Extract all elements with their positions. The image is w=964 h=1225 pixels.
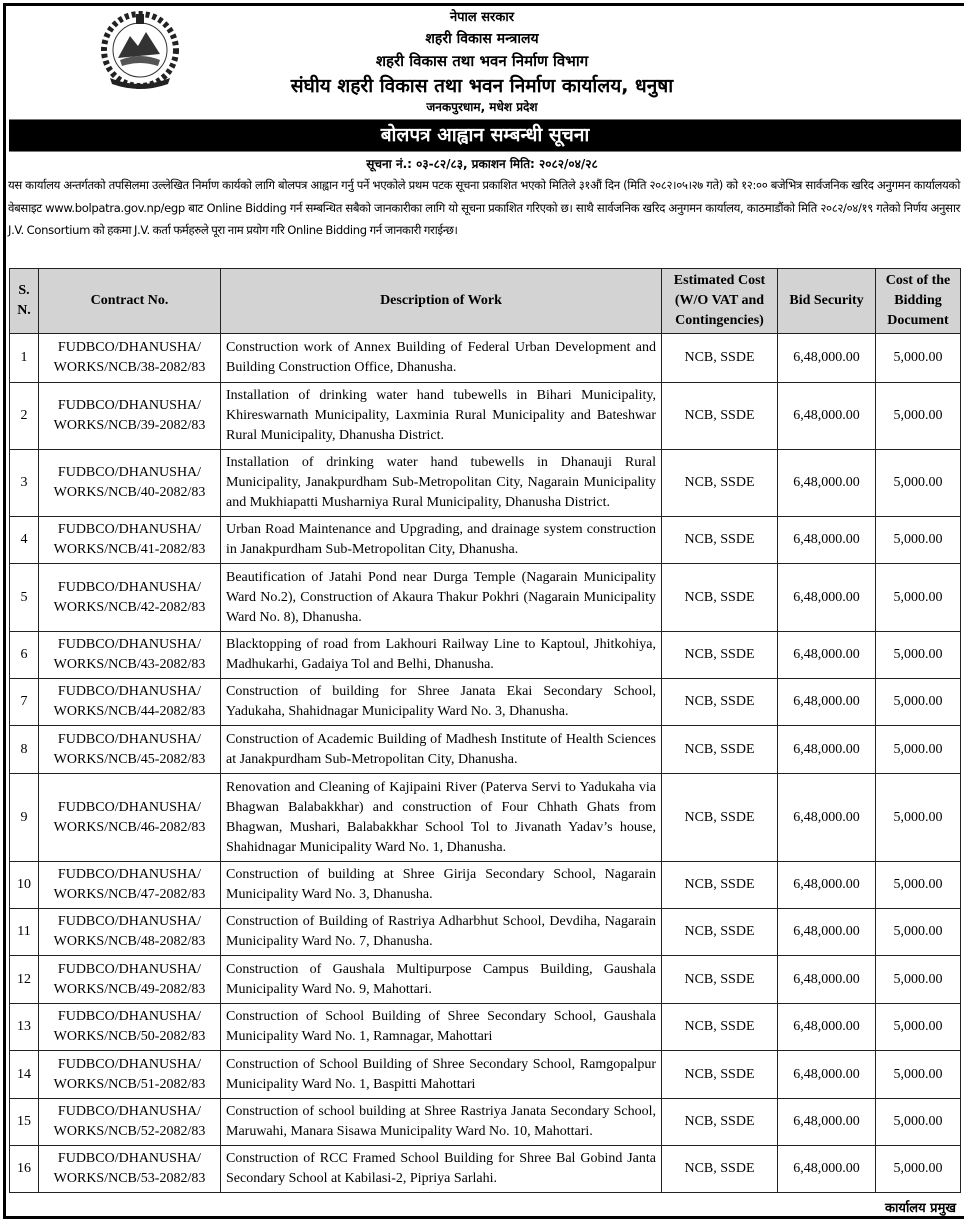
- row-estimated-cost: NCB, SSDE: [662, 450, 778, 517]
- row-description: Construction work of Annex Building of Federal Urban Development and Building Construction Office, Dhanusha.: [221, 334, 662, 383]
- row-contract-number: FUDBCO/DHANUSHA/ WORKS/NCB/53-2082/83: [39, 1146, 221, 1193]
- row-description: Construction of RCC Framed School Building for Shree Bal Gobind Janta Secondary School at Kabilasi-2, Pipriya Sarlahi.: [221, 1146, 662, 1193]
- table-row: [10, 1099, 961, 1146]
- column-header-estimated-cost: Estimated Cost (W/O VAT and Contingencies): [662, 269, 778, 334]
- row-estimated-cost: NCB, SSDE: [662, 726, 778, 774]
- notice-title-banner: बोलपत्र आह्वान सम्बन्धी सूचना: [9, 119, 961, 152]
- row-document-cost: 5,000.00: [876, 862, 961, 909]
- table-row: [10, 726, 961, 774]
- row-description: Blacktopping of road from Lakhouri Railway Line to Kaptoul, Jhitkohiya, Madhukarhi, Gadaiya Tol and Belhi, Dhanusha.: [221, 632, 662, 679]
- row-contract-number: FUDBCO/DHANUSHA/ WORKS/NCB/40-2082/83: [39, 450, 221, 517]
- table-header-row: [10, 269, 961, 334]
- row-description: Construction of School Building of Shree Secondary School, Ramgopalpur Municipality Ward No. 1, Baspitti Mahottari: [221, 1051, 662, 1099]
- row-bid-security: 6,48,000.00: [778, 564, 876, 632]
- row-bid-security: 6,48,000.00: [778, 909, 876, 956]
- row-serial-number: 15: [10, 1099, 39, 1146]
- row-bid-security: 6,48,000.00: [778, 1004, 876, 1051]
- row-contract-number: FUDBCO/DHANUSHA/ WORKS/NCB/39-2082/83: [39, 383, 221, 450]
- row-estimated-cost: NCB, SSDE: [662, 909, 778, 956]
- row-serial-number: 14: [10, 1051, 39, 1099]
- row-serial-number: 5: [10, 564, 39, 632]
- table-row: [10, 774, 961, 862]
- row-description: Construction of School Building of Shree Secondary School, Gaushala Municipality Ward No. 1, Ramnagar, Mahottari: [221, 1004, 662, 1051]
- table-row: [10, 450, 961, 517]
- table-row: [10, 517, 961, 564]
- row-contract-number: FUDBCO/DHANUSHA/ WORKS/NCB/46-2082/83: [39, 774, 221, 862]
- row-document-cost: 5,000.00: [876, 679, 961, 726]
- row-serial-number: 3: [10, 450, 39, 517]
- row-bid-security: 6,48,000.00: [778, 862, 876, 909]
- column-header-contract-no: Contract No.: [39, 269, 221, 334]
- row-document-cost: 5,000.00: [876, 383, 961, 450]
- column-header-bid-security: Bid Security: [778, 269, 876, 334]
- row-contract-number: FUDBCO/DHANUSHA/ WORKS/NCB/49-2082/83: [39, 956, 221, 1004]
- row-contract-number: FUDBCO/DHANUSHA/ WORKS/NCB/48-2082/83: [39, 909, 221, 956]
- tender-table: [9, 268, 961, 1193]
- department-name: शहरी विकास तथा भवन निर्माण विभाग: [375, 52, 589, 70]
- table-row: [10, 1146, 961, 1193]
- row-description: Construction of school building at Shree Rastriya Janata Secondary School, Maruwahi, Manara Sisawa Municipality Ward No. 10, Mahottari.: [221, 1099, 662, 1146]
- row-description: Construction of Building of Rastriya Adharbhut School, Devdiha, Nagarain Municipality Ward No. 7, Dhanusha.: [221, 909, 662, 956]
- row-estimated-cost: NCB, SSDE: [662, 334, 778, 383]
- row-description: Renovation and Cleaning of Kajipaini River (Paterva Servi to Yadukaha via Bhagwan Balabakkhar) and construction of Four Chhath Ghats from Bhagwan, Mushari, Balabakkhar School Tol to Jivanath Yadav’s house, Shahidnagar Municipality Ward No. 1, Dhanusha.: [221, 774, 662, 862]
- row-serial-number: 11: [10, 909, 39, 956]
- row-serial-number: 1: [10, 334, 39, 383]
- row-bid-security: 6,48,000.00: [778, 450, 876, 517]
- notice-number: सूचना नं.: ०३-८२/८३, प्रकाशन मिति: २०८२/०४/२८: [366, 157, 598, 171]
- row-serial-number: 6: [10, 632, 39, 679]
- row-serial-number: 8: [10, 726, 39, 774]
- row-bid-security: 6,48,000.00: [778, 774, 876, 862]
- row-description: Construction of Academic Building of Madhesh Institute of Health Sciences at Janakpurdham Sub-Metropolitan City, Dhanusha.: [221, 726, 662, 774]
- row-description: Installation of drinking water hand tubewells in Dhanauji Rural Municipality, Janakpurdham Sub-Metropolitan City, Nagarain Municipality and Mukhiapatti Musharniya Rural Municipality, Dhanusha District.: [221, 450, 662, 517]
- column-header-description: Description of Work: [221, 269, 662, 334]
- row-document-cost: 5,000.00: [876, 956, 961, 1004]
- signature-label: कार्यालय प्रमुख: [885, 1201, 956, 1216]
- column-header-sn: S. N.: [10, 269, 39, 334]
- row-bid-security: 6,48,000.00: [778, 1051, 876, 1099]
- row-contract-number: FUDBCO/DHANUSHA/ WORKS/NCB/47-2082/83: [39, 862, 221, 909]
- table-row: [10, 862, 961, 909]
- row-document-cost: 5,000.00: [876, 726, 961, 774]
- row-bid-security: 6,48,000.00: [778, 1099, 876, 1146]
- row-document-cost: 5,000.00: [876, 909, 961, 956]
- table-body: [10, 334, 961, 1193]
- row-contract-number: FUDBCO/DHANUSHA/ WORKS/NCB/38-2082/83: [39, 334, 221, 383]
- row-bid-security: 6,48,000.00: [778, 632, 876, 679]
- row-bid-security: 6,48,000.00: [778, 679, 876, 726]
- row-bid-security: 6,48,000.00: [778, 517, 876, 564]
- row-serial-number: 16: [10, 1146, 39, 1193]
- row-estimated-cost: NCB, SSDE: [662, 862, 778, 909]
- table-row: [10, 334, 961, 383]
- table-row: [10, 564, 961, 632]
- column-header-document-cost: Cost of the Bidding Document: [876, 269, 961, 334]
- row-estimated-cost: NCB, SSDE: [662, 632, 778, 679]
- row-bid-security: 6,48,000.00: [778, 383, 876, 450]
- office-location: जनकपुरधाम, मधेश प्रदेश: [426, 100, 538, 114]
- row-contract-number: FUDBCO/DHANUSHA/ WORKS/NCB/44-2082/83: [39, 679, 221, 726]
- row-document-cost: 5,000.00: [876, 1004, 961, 1051]
- government-name: नेपाल सरकार: [449, 10, 515, 25]
- row-contract-number: FUDBCO/DHANUSHA/ WORKS/NCB/50-2082/83: [39, 1004, 221, 1051]
- row-description: Urban Road Maintenance and Upgrading, and drainage system construction in Janakpurdham Sub-Metropolitan City, Dhanusha.: [221, 517, 662, 564]
- row-description: Installation of drinking water hand tubewells in Bihari Municipality, Khireswarnath Municipality, Laxminia Rural Municipality and Bateshwar Rural Municipality, Dhanusha District.: [221, 383, 662, 450]
- table-row: [10, 383, 961, 450]
- row-document-cost: 5,000.00: [876, 334, 961, 383]
- row-bid-security: 6,48,000.00: [778, 956, 876, 1004]
- table-row: [10, 956, 961, 1004]
- row-estimated-cost: NCB, SSDE: [662, 1004, 778, 1051]
- office-name: संघीय शहरी विकास तथा भवन निर्माण कार्यालय, धनुषा: [290, 75, 674, 97]
- row-estimated-cost: NCB, SSDE: [662, 1051, 778, 1099]
- table-row: [10, 1051, 961, 1099]
- row-document-cost: 5,000.00: [876, 1146, 961, 1193]
- row-bid-security: 6,48,000.00: [778, 334, 876, 383]
- row-serial-number: 9: [10, 774, 39, 862]
- row-estimated-cost: NCB, SSDE: [662, 956, 778, 1004]
- row-document-cost: 5,000.00: [876, 774, 961, 862]
- row-serial-number: 13: [10, 1004, 39, 1051]
- row-serial-number: 10: [10, 862, 39, 909]
- row-estimated-cost: NCB, SSDE: [662, 1146, 778, 1193]
- row-document-cost: 5,000.00: [876, 1051, 961, 1099]
- row-document-cost: 5,000.00: [876, 1099, 961, 1146]
- row-description: Beautification of Jatahi Pond near Durga Temple (Nagarain Municipality Ward No.2), Construction of Akaura Thakur Pokhri (Nagarain Municipality Ward No. 8), Dhanusha.: [221, 564, 662, 632]
- row-estimated-cost: NCB, SSDE: [662, 564, 778, 632]
- row-contract-number: FUDBCO/DHANUSHA/ WORKS/NCB/42-2082/83: [39, 564, 221, 632]
- row-contract-number: FUDBCO/DHANUSHA/ WORKS/NCB/52-2082/83: [39, 1099, 221, 1146]
- row-description: Construction of Gaushala Multipurpose Campus Building, Gaushala Municipality Ward No. 9, Mahottari.: [221, 956, 662, 1004]
- table-row: [10, 632, 961, 679]
- table-row: [10, 679, 961, 726]
- row-document-cost: 5,000.00: [876, 564, 961, 632]
- table-row: [10, 909, 961, 956]
- row-serial-number: 7: [10, 679, 39, 726]
- row-contract-number: FUDBCO/DHANUSHA/ WORKS/NCB/45-2082/83: [39, 726, 221, 774]
- row-contract-number: FUDBCO/DHANUSHA/ WORKS/NCB/43-2082/83: [39, 632, 221, 679]
- row-document-cost: 5,000.00: [876, 517, 961, 564]
- row-bid-security: 6,48,000.00: [778, 1146, 876, 1193]
- row-estimated-cost: NCB, SSDE: [662, 383, 778, 450]
- row-description: Construction of building at Shree Girija Secondary School, Nagarain Municipality Ward No. 3, Dhanusha.: [221, 862, 662, 909]
- row-estimated-cost: NCB, SSDE: [662, 1099, 778, 1146]
- row-estimated-cost: NCB, SSDE: [662, 774, 778, 862]
- row-estimated-cost: NCB, SSDE: [662, 679, 778, 726]
- row-contract-number: FUDBCO/DHANUSHA/ WORKS/NCB/41-2082/83: [39, 517, 221, 564]
- row-description: Construction of building for Shree Janata Ekai Secondary School, Yadukaha, Shahidnagar Municipality Ward No. 3, Dhanusha.: [221, 679, 662, 726]
- row-bid-security: 6,48,000.00: [778, 726, 876, 774]
- ministry-name: शहरी विकास मन्त्रालय: [425, 31, 539, 47]
- table-row: [10, 1004, 961, 1051]
- row-document-cost: 5,000.00: [876, 632, 961, 679]
- notice-intro-paragraph: यस कार्यालय अन्तर्गतको तपसिलमा उल्लेखित निर्माण कार्यको लागि बोलपत्र आह्वान गर्नु पर्ने भएकोले प्रथम पटक सूचना प्रकाशित भएको मितिले ३१औं दिन (मिति २०८२।०५।२७ गते) को १२:०० बजेभित्र सार्वजनिक खरिद अनुगमन कार्यालयको वेबसाइट www.bolpatra.gov.np/egp बाट Online Bidding गर्न सम्बन्धित सबैको जानकारीका लागि यो सूचना प्रकाशित गरिएको छ। साथै सार्वजनिक खरिद अनुगमन कार्यालय, काठमाडौंको मिति २०८२/०४/१९ गतेको निर्णय अनुसार J.V. Consortium को हकमा J.V. कर्ता फर्महरुले पूरा नाम प्रयोग गरि Online Bidding गर्न जानकारी गराईन्छ।: [8, 178, 960, 237]
- row-contract-number: FUDBCO/DHANUSHA/ WORKS/NCB/51-2082/83: [39, 1051, 221, 1099]
- row-serial-number: 2: [10, 383, 39, 450]
- row-serial-number: 4: [10, 517, 39, 564]
- row-serial-number: 12: [10, 956, 39, 1004]
- row-estimated-cost: NCB, SSDE: [662, 517, 778, 564]
- row-document-cost: 5,000.00: [876, 450, 961, 517]
